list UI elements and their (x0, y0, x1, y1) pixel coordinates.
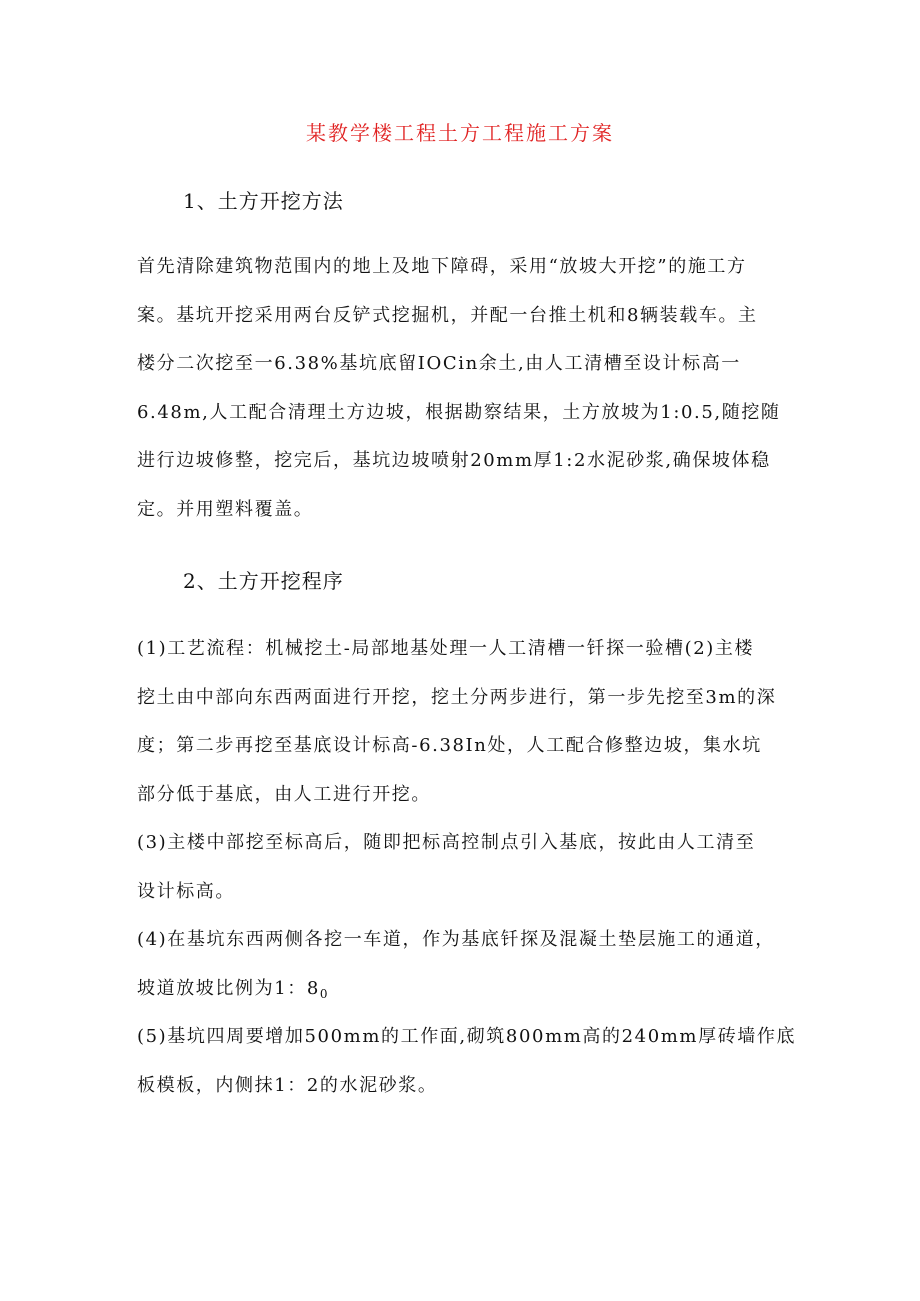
paragraph-line: 度；第二步再挖至基底设计标高-6.38In处，人工配合修整边坡，集水坑 (137, 735, 762, 756)
paragraph-line: (4)在基坑东西两侧各挖一车道，作为基底钎探及混凝土垫层施工的通道， (137, 929, 775, 950)
paragraph-line: 定。并用塑料覆盖。 (137, 498, 314, 520)
paragraph-line: 板模板，内侧抹1：2的水泥砂浆。 (137, 1074, 438, 1096)
paragraph-line: (3)主楼中部挖至标高后，随即把标高控制点引入基底，按此由人工清至 (137, 832, 756, 853)
section-2-paragraph-5 (137, 1013, 797, 1110)
section-1-heading: 1、土方开挖方法 (183, 189, 344, 213)
section-2-paragraph-4 (137, 916, 792, 1018)
paragraph-line: 挖土由中部向东西两面进行开挖，挖土分两步进行，第一步先挖至3m的深 (137, 686, 777, 708)
paragraph-line: (1)工艺流程：机械挖土-局部地基处理一人工清槽一钎探一验槽(2)主楼 (137, 638, 755, 659)
paragraph-line: 案。基坑开挖采用两台反铲式挖掘机，并配一台推土机和8辆装载车。主 (137, 304, 758, 326)
paragraph-line: 部分低于基底，由人工进行开挖。 (137, 783, 431, 805)
document-title: 某教学楼工程土方工程施工方案 (306, 121, 614, 145)
subscript-mark: 0 (319, 986, 328, 1001)
paragraph-line: 进行边坡修整，挖完后，基坑边坡喷射20mm厚1:2水泥砂浆,确保坡体稳 (137, 450, 771, 471)
section-2-paragraph-1 (137, 625, 792, 819)
paragraph-line: 6.48m,人工配合清理土方边坡，根据勘察结果，土方放坡为1:0.5,随挖随 (137, 401, 781, 423)
section-2-paragraph-3 (137, 819, 792, 916)
line-text: 坡道放坡比例为1：8 (137, 977, 320, 999)
paragraph-line: 设计标高。 (137, 880, 235, 902)
paragraph-line: 首先清除建筑物范围内的地上及地下障碍，采用“放坡大开挖”的施工方 (137, 256, 747, 277)
section-1-paragraph (137, 243, 792, 534)
paragraph-line: 楼分二次挖至一6.38%基坑底留IOCin余土,由人工清槽至设计标高一 (137, 353, 741, 374)
paragraph-line (137, 965, 792, 1019)
section-2-heading: 2、土方开挖程序 (183, 569, 344, 593)
paragraph-line: (5)基坑四周要增加500mm的工作面,砌筑800mm高的240mm厚砖墙作底 (137, 1026, 797, 1047)
